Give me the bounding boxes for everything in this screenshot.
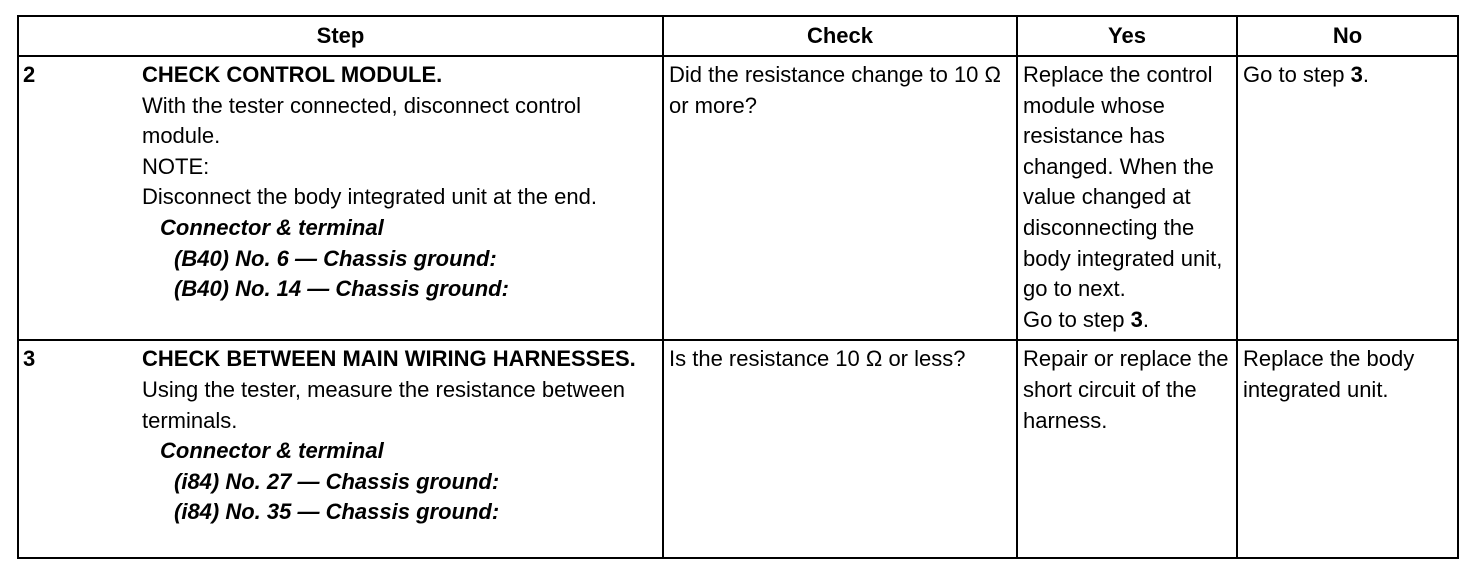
check-cell bbox=[663, 56, 1017, 340]
no-text-block bbox=[1238, 57, 1457, 95]
connector-item: (i84) No. 27 — Chassis ground: bbox=[174, 468, 500, 494]
step-title: CHECK CONTROL MODULE. bbox=[142, 62, 443, 87]
note-label: NOTE: bbox=[142, 153, 210, 179]
note-text: Disconnect the body integrated unit at the end. bbox=[142, 184, 597, 210]
step-instruction: Using the tester, measure the resistance between terminals. bbox=[142, 376, 626, 433]
connector-item: (i84) No. 35 — Chassis ground: bbox=[174, 499, 500, 525]
yes-text: Repair or replace the short circuit of the harness. bbox=[1023, 346, 1229, 433]
step-number: 2 bbox=[23, 62, 36, 87]
no-goto-prefix: Go to step bbox=[1243, 62, 1351, 87]
yes-goto-suffix: . bbox=[1142, 306, 1149, 332]
yes-cell bbox=[1017, 340, 1237, 558]
connector-item: (B40) No. 14 — Chassis ground: bbox=[174, 276, 509, 302]
yes-goto-step: 3 bbox=[1130, 306, 1143, 332]
header-step: Step bbox=[18, 16, 663, 56]
yes-text: Replace the control module whose resistance has changed. When the value changed at disconnecting the body integrated unit, go to next. bbox=[1023, 62, 1223, 302]
yes-goto-prefix: Go to step bbox=[1023, 306, 1131, 332]
step-body bbox=[142, 57, 662, 309]
step-title: CHECK BETWEEN MAIN WIRING HARNESSES. bbox=[142, 346, 636, 372]
yes-cell bbox=[1017, 56, 1237, 340]
header-no: No bbox=[1237, 16, 1458, 56]
connector-title: Connector & terminal bbox=[160, 438, 384, 464]
no-goto-step: 3 bbox=[1350, 62, 1363, 87]
yes-text-block bbox=[1018, 57, 1236, 339]
check-cell bbox=[663, 340, 1017, 558]
no-text: Replace the body integrated unit. bbox=[1243, 346, 1415, 402]
table-row bbox=[18, 56, 1458, 340]
diagnostic-table bbox=[17, 15, 1459, 559]
step-body bbox=[142, 341, 662, 532]
no-cell bbox=[1237, 340, 1458, 558]
connector-title: Connector & terminal bbox=[160, 214, 384, 240]
step-instruction: With the tester connected, disconnect control module. bbox=[142, 92, 582, 149]
header-row bbox=[18, 16, 1458, 56]
no-goto-suffix: . bbox=[1362, 62, 1369, 87]
no-cell bbox=[1237, 56, 1458, 340]
check-text: Did the resistance change to 10 Ω or more? bbox=[669, 62, 1001, 118]
header-yes: Yes bbox=[1017, 16, 1237, 56]
check-text: Is the resistance 10 Ω or less? bbox=[669, 346, 966, 372]
step-cell bbox=[18, 340, 663, 558]
step-number: 3 bbox=[23, 346, 36, 372]
step-cell bbox=[18, 56, 663, 340]
header-check: Check bbox=[663, 16, 1017, 56]
table-row bbox=[18, 340, 1458, 558]
connector-item: (B40) No. 6 — Chassis ground: bbox=[174, 245, 497, 271]
